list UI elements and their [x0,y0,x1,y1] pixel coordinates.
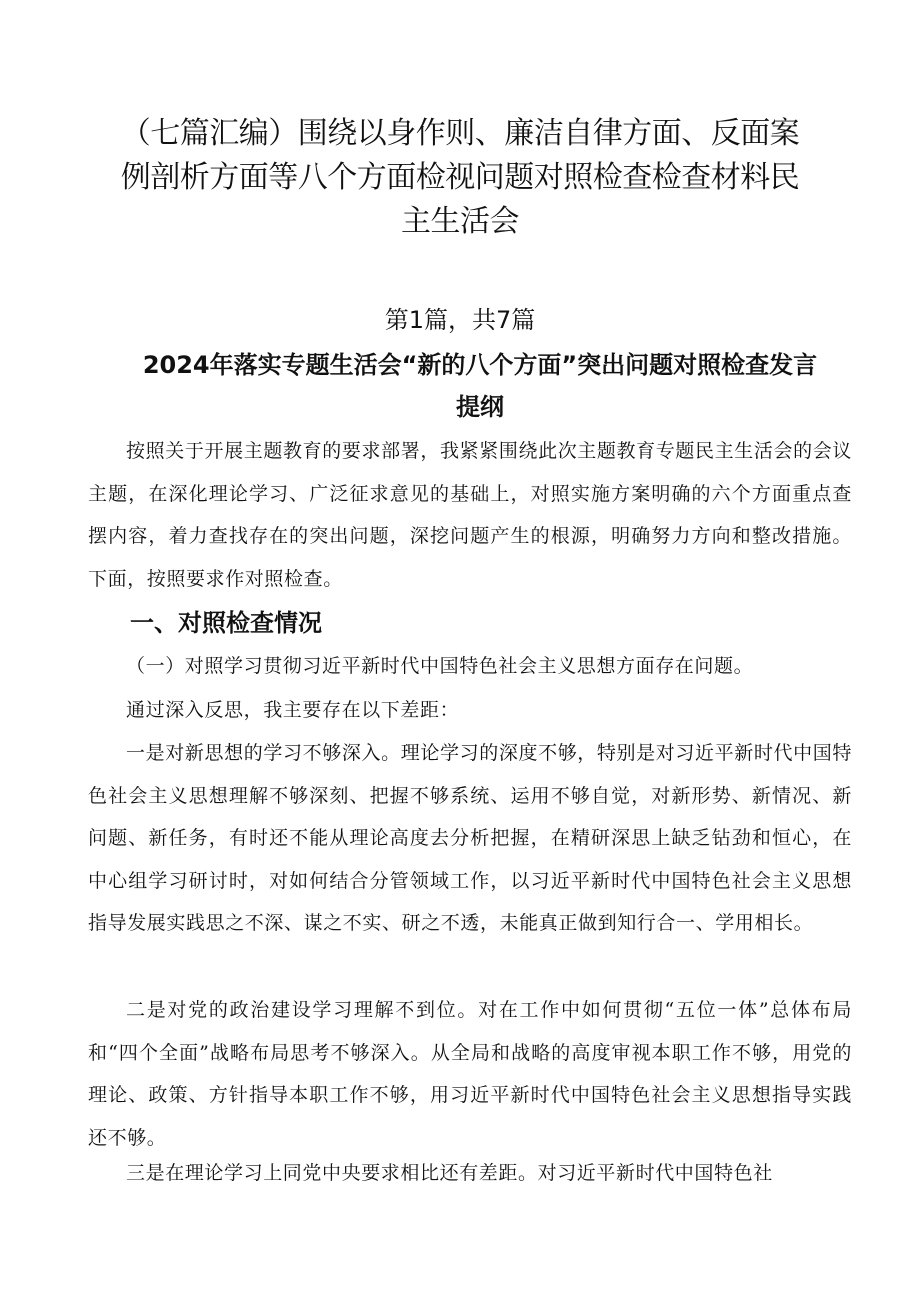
title-line: 主生活会 [401,204,519,239]
title-line: 例剖析方面等八个方面检视问题对照检查检查材料民 [120,160,800,195]
subtitle-line: 提纲 [456,393,504,421]
section-heading: 一、对照检查情况 [130,609,322,637]
subtitle-line: 2024年落实专题生活会“新的八个方面”突出问题对照检查发言 [142,351,818,379]
subsection-paragraph: （一）对照学习贯彻习近平新时代中国特色社会主义思想方面存在问题。 [126,655,754,677]
document-title [90,112,830,244]
point-three-paragraph: 三是在理论学习上同党中央要求相比还有差距。对习近平新时代中国特色社 [126,1162,773,1184]
article-subtitle [110,344,850,428]
intro-paragraph: 按照关于开展主题教育的要求部署，我紧紧围绕此次主题教育专题民主生活会的会议主题，在深化理论学习、广泛征求意见的基础上，对照实施方案明确的六个方面重点查摆内容，着力查找存在的突出问题，深挖问题产生的根源，明确努力方向和整改措施。下面，按照要求作对照检查。 [88,440,852,590]
point-one-paragraph: 一是对新思想的学习不够深入。理论学习的深度不够，特别是对习近平新时代中国特色社会主义思想理解不够深刻、把握不够系统、运用不够自觉，对新形势、新情况、新问题、新任务，有时还不能从理论高度去分析把握，在精研深思上缺乏钻劲和恒心，在中心组学习研讨时，对如何结合分管领域工作，以习近平新时代中国特色社会主义思想指导发展实践思之不深、谋之不实、研之不透，未能真正做到知行合一、学用相长。 [88,742,852,935]
part-label: 第1篇，共7篇 [384,306,536,334]
title-line: （七篇汇编）围绕以身作则、廉洁自律方面、反面案 [120,116,800,151]
gap-intro-paragraph: 通过深入反思，我主要存在以下差距： [126,699,460,721]
point-two-paragraph: 二是对党的政治建设学习理解不到位。对在工作中如何贯彻“五位一体”总体布局和“四个全面”战略布局思考不够深入。从全局和战略的高度审视本职工作不够，用党的理论、政策、方针指导本职工作不够，用习近平新时代中国特色社会主义思想指导实践还不够。 [88,999,852,1149]
